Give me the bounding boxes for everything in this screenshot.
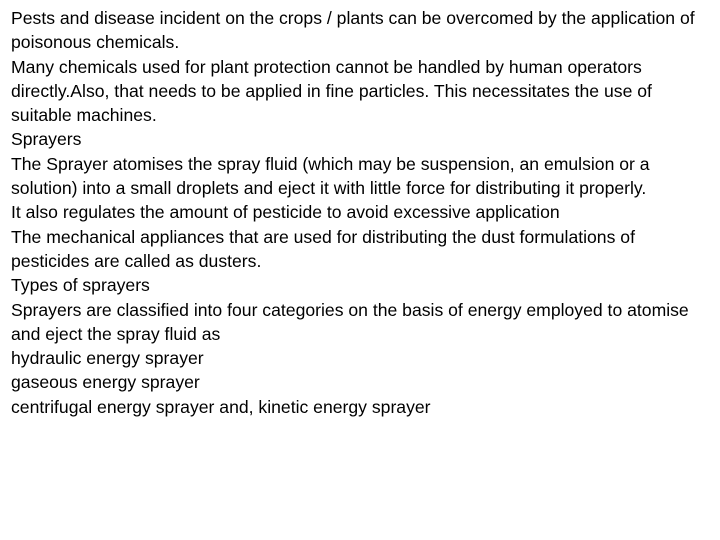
paragraph-dusters: The mechanical appliances that are used for distributing the dust formulations of pesticides are called as dusters. bbox=[11, 226, 635, 271]
document-body bbox=[11, 6, 717, 419]
list-item-gaseous: gaseous energy sprayer bbox=[11, 372, 200, 393]
list-item-hydraulic: hydraulic energy sprayer bbox=[11, 348, 204, 369]
paragraph-classification: Sprayers are classified into four categories on the basis of energy employed to atomise and eject the spray fluid as bbox=[11, 299, 689, 344]
list-item-centrifugal-kinetic: centrifugal energy sprayer and, kinetic energy sprayer bbox=[11, 396, 431, 417]
heading-sprayers: Sprayers bbox=[11, 129, 82, 150]
paragraph-chemicals-handling: Many chemicals used for plant protection cannot be handled by human operators directly.Also, that needs to be applied in fine particles. This necessitates the use of suitable machines. bbox=[11, 56, 652, 126]
paragraph-pests-intro: Pests and disease incident on the crops / plants can be overcomed by the application of poisonous chemicals. bbox=[11, 8, 695, 53]
paragraph-sprayer-atomises: The Sprayer atomises the spray fluid (which may be suspension, an emulsion or a solution) into a small droplets and eject it with little force for distributing it properly. bbox=[11, 153, 650, 199]
heading-types-of-sprayers: Types of sprayers bbox=[11, 275, 150, 296]
paragraph-regulates-amount: It also regulates the amount of pesticide to avoid excessive application bbox=[11, 202, 560, 223]
